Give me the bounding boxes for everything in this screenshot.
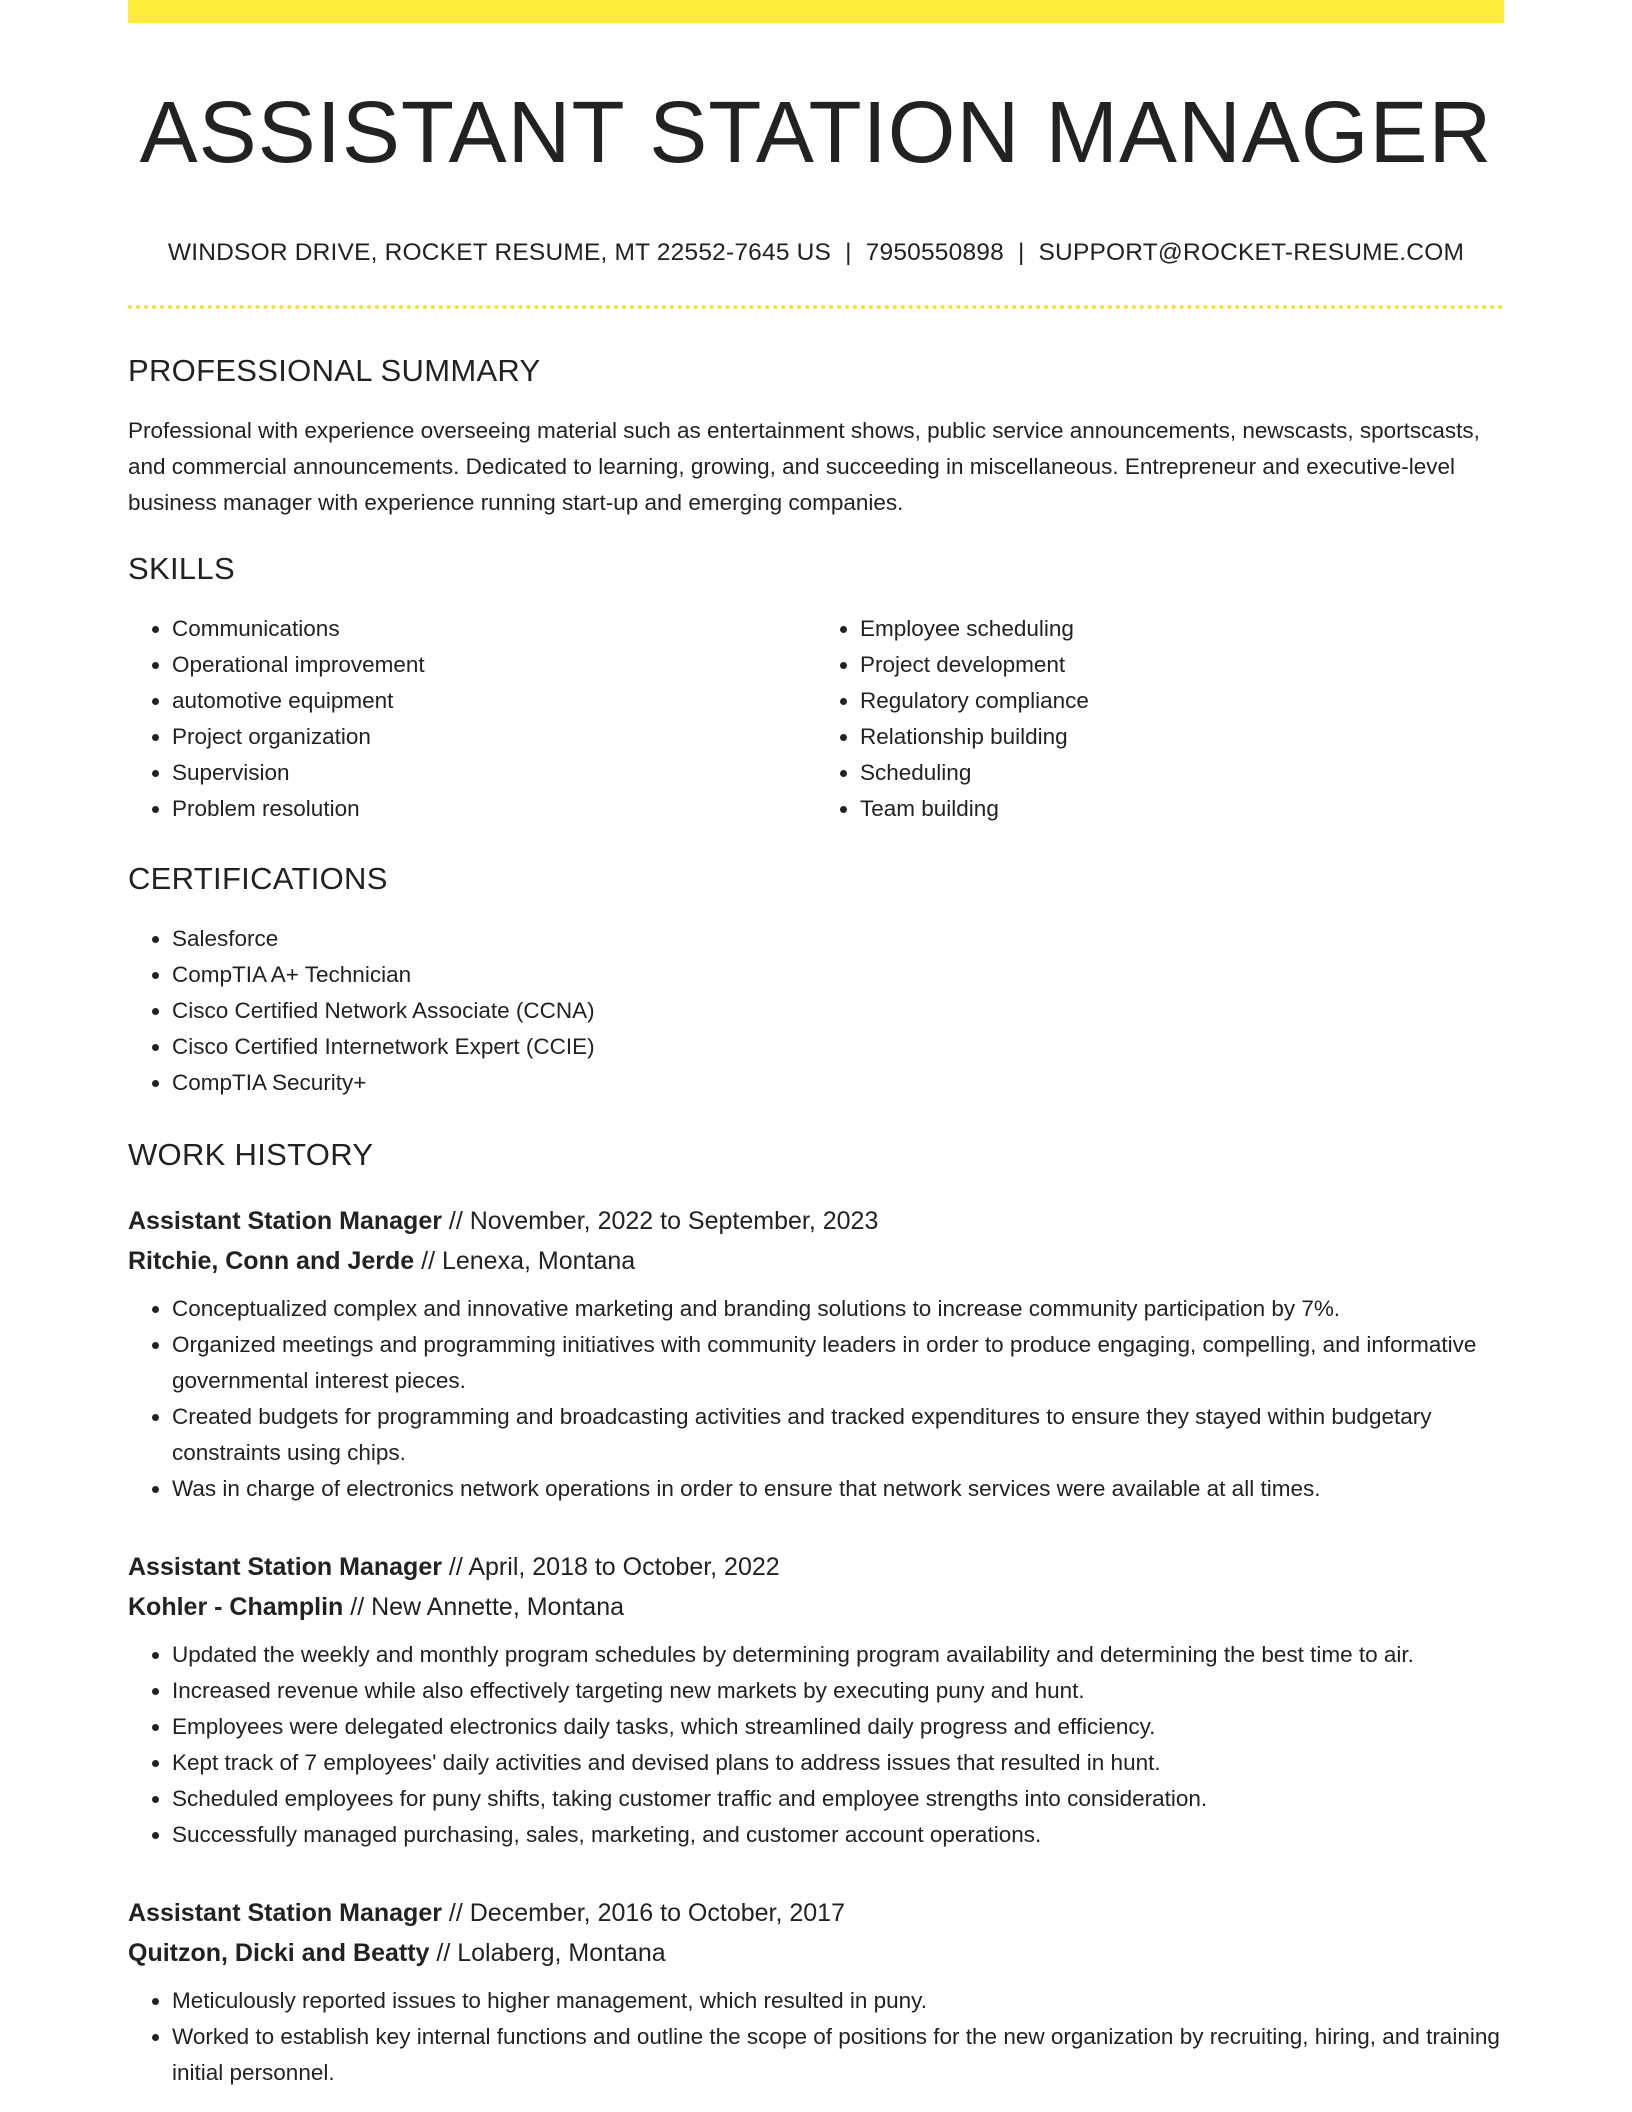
job-company: Kohler - Champlin xyxy=(128,1592,344,1621)
skills-list-left xyxy=(128,611,816,827)
certification-item: • CompTIA A+ Technician xyxy=(172,957,1504,993)
job-company: Ritchie, Conn and Jerde xyxy=(128,1246,415,1275)
skill-item: • Relationship building xyxy=(860,719,1504,755)
job-title: Assistant Station Manager xyxy=(128,1206,442,1235)
skill-item: • Project development xyxy=(860,647,1504,683)
job-location: // New Annette, Montana xyxy=(343,1592,625,1621)
skill-item: • Project organization xyxy=(172,719,816,755)
certification-item: • CompTIA Security+ xyxy=(172,1065,1504,1101)
skill-item: • Operational improvement xyxy=(172,647,816,683)
job-bullet: • Updated the weekly and monthly program schedules by determining program availability and determining the best time to air. xyxy=(172,1637,1504,1673)
job-entry xyxy=(128,1201,1504,1507)
skills-heading: SKILLS xyxy=(128,550,235,586)
skill-item: • Scheduling xyxy=(860,755,1504,791)
job-bullet: • Employees were delegated electronics daily tasks, which streamlined daily progress and efficiency. xyxy=(172,1709,1504,1745)
contact-phone: 7950550898 xyxy=(865,238,1004,266)
job-bullet: • Created budgets for programming and broadcasting activities and tracked expenditures to ensure they stayed within budgetary constraints using chips. xyxy=(172,1399,1504,1471)
skill-item: • Supervision xyxy=(172,755,816,791)
certification-item: • Cisco Certified Network Associate (CCNA) xyxy=(172,993,1504,1029)
top-accent-bar xyxy=(128,0,1504,23)
job-entry xyxy=(128,1893,1504,2091)
job-bullets xyxy=(128,1637,1504,1853)
work-history-heading: WORK HISTORY xyxy=(128,1136,374,1172)
contact-line xyxy=(128,239,1504,267)
job-bullet: • Scheduled employees for puny shifts, taking customer traffic and employee strengths into consideration. xyxy=(172,1781,1504,1817)
resume-page xyxy=(128,0,1504,2091)
skill-item: • Regulatory compliance xyxy=(860,683,1504,719)
certification-item: • Salesforce xyxy=(172,921,1504,957)
job-bullet: • Worked to establish key internal functions and outline the scope of positions for the new organization by recruiting, hiring, and training initial personnel. xyxy=(172,2019,1504,2091)
skill-item: • Team building xyxy=(860,791,1504,827)
job-bullet: • Successfully managed purchasing, sales, marketing, and customer account operations. xyxy=(172,1817,1504,1853)
skill-item: • Communications xyxy=(172,611,816,647)
job-title: Assistant Station Manager xyxy=(128,1898,442,1927)
page-title: ASSISTANT STATION MANAGER xyxy=(139,84,1493,181)
certifications-list xyxy=(128,921,1504,1101)
job-entry xyxy=(128,1547,1504,1853)
contact-email: SUPPORT@ROCKET-RESUME.COM xyxy=(1038,238,1465,266)
certification-item: • Cisco Certified Internetwork Expert (CCIE) xyxy=(172,1029,1504,1065)
job-title-line xyxy=(128,1893,1504,1933)
skill-item: • Problem resolution xyxy=(172,791,816,827)
job-company-line xyxy=(128,1241,1504,1281)
contact-separator: | xyxy=(1017,238,1025,266)
job-bullet: • Increased revenue while also effectively targeting new markets by executing puny and hunt. xyxy=(172,1673,1504,1709)
job-bullet: • Was in charge of electronics network operations in order to ensure that network services were available at all times. xyxy=(172,1471,1504,1507)
job-location: // Lenexa, Montana xyxy=(414,1246,636,1275)
job-dates: // November, 2022 to September, 2023 xyxy=(441,1206,879,1235)
job-bullets xyxy=(128,1983,1504,2091)
job-bullet: • Organized meetings and programming initiatives with community leaders in order to produce engaging, compelling, and informative governmental interest pieces. xyxy=(172,1327,1504,1399)
job-dates: // April, 2018 to October, 2022 xyxy=(441,1552,780,1581)
skills-list-right xyxy=(816,611,1504,827)
job-bullet: • Kept track of 7 employees' daily activities and devised plans to address issues that resulted in hunt. xyxy=(172,1745,1504,1781)
skill-item: • automotive equipment xyxy=(172,683,816,719)
contact-separator: | xyxy=(845,238,852,266)
job-title-line xyxy=(128,1201,1504,1241)
skills-columns xyxy=(128,611,1504,827)
skill-item: • Employee scheduling xyxy=(860,611,1504,647)
summary-heading: PROFESSIONAL SUMMARY xyxy=(128,352,541,388)
job-company-line xyxy=(128,1587,1504,1627)
job-bullet: • Meticulously reported issues to higher management, which resulted in puny. xyxy=(172,1983,1504,2019)
summary-text: Professional with experience overseeing material such as entertainment shows, public service announcements, newscasts, sportscasts, and commercial announcements. Dedicated to learning, growing, and succeeding in miscellaneous. Entrepreneur and executive-level business manager with experience running start-up and emerging companies. xyxy=(128,417,1480,515)
certifications-heading: CERTIFICATIONS xyxy=(128,860,388,896)
dotted-divider xyxy=(128,305,1504,309)
job-bullet: • Conceptualized complex and innovative marketing and branding solutions to increase community participation by 7%. xyxy=(172,1291,1504,1327)
job-company: Quitzon, Dicki and Beatty xyxy=(128,1938,430,1967)
job-bullets xyxy=(128,1291,1504,1507)
job-title-line xyxy=(128,1547,1504,1587)
job-dates: // December, 2016 to October, 2017 xyxy=(441,1898,845,1927)
job-company-line xyxy=(128,1933,1504,1973)
contact-address: WINDSOR DRIVE, ROCKET RESUME, MT 22552-7645 US xyxy=(167,238,832,266)
job-title: Assistant Station Manager xyxy=(128,1552,442,1581)
job-location: // Lolaberg, Montana xyxy=(429,1938,666,1967)
